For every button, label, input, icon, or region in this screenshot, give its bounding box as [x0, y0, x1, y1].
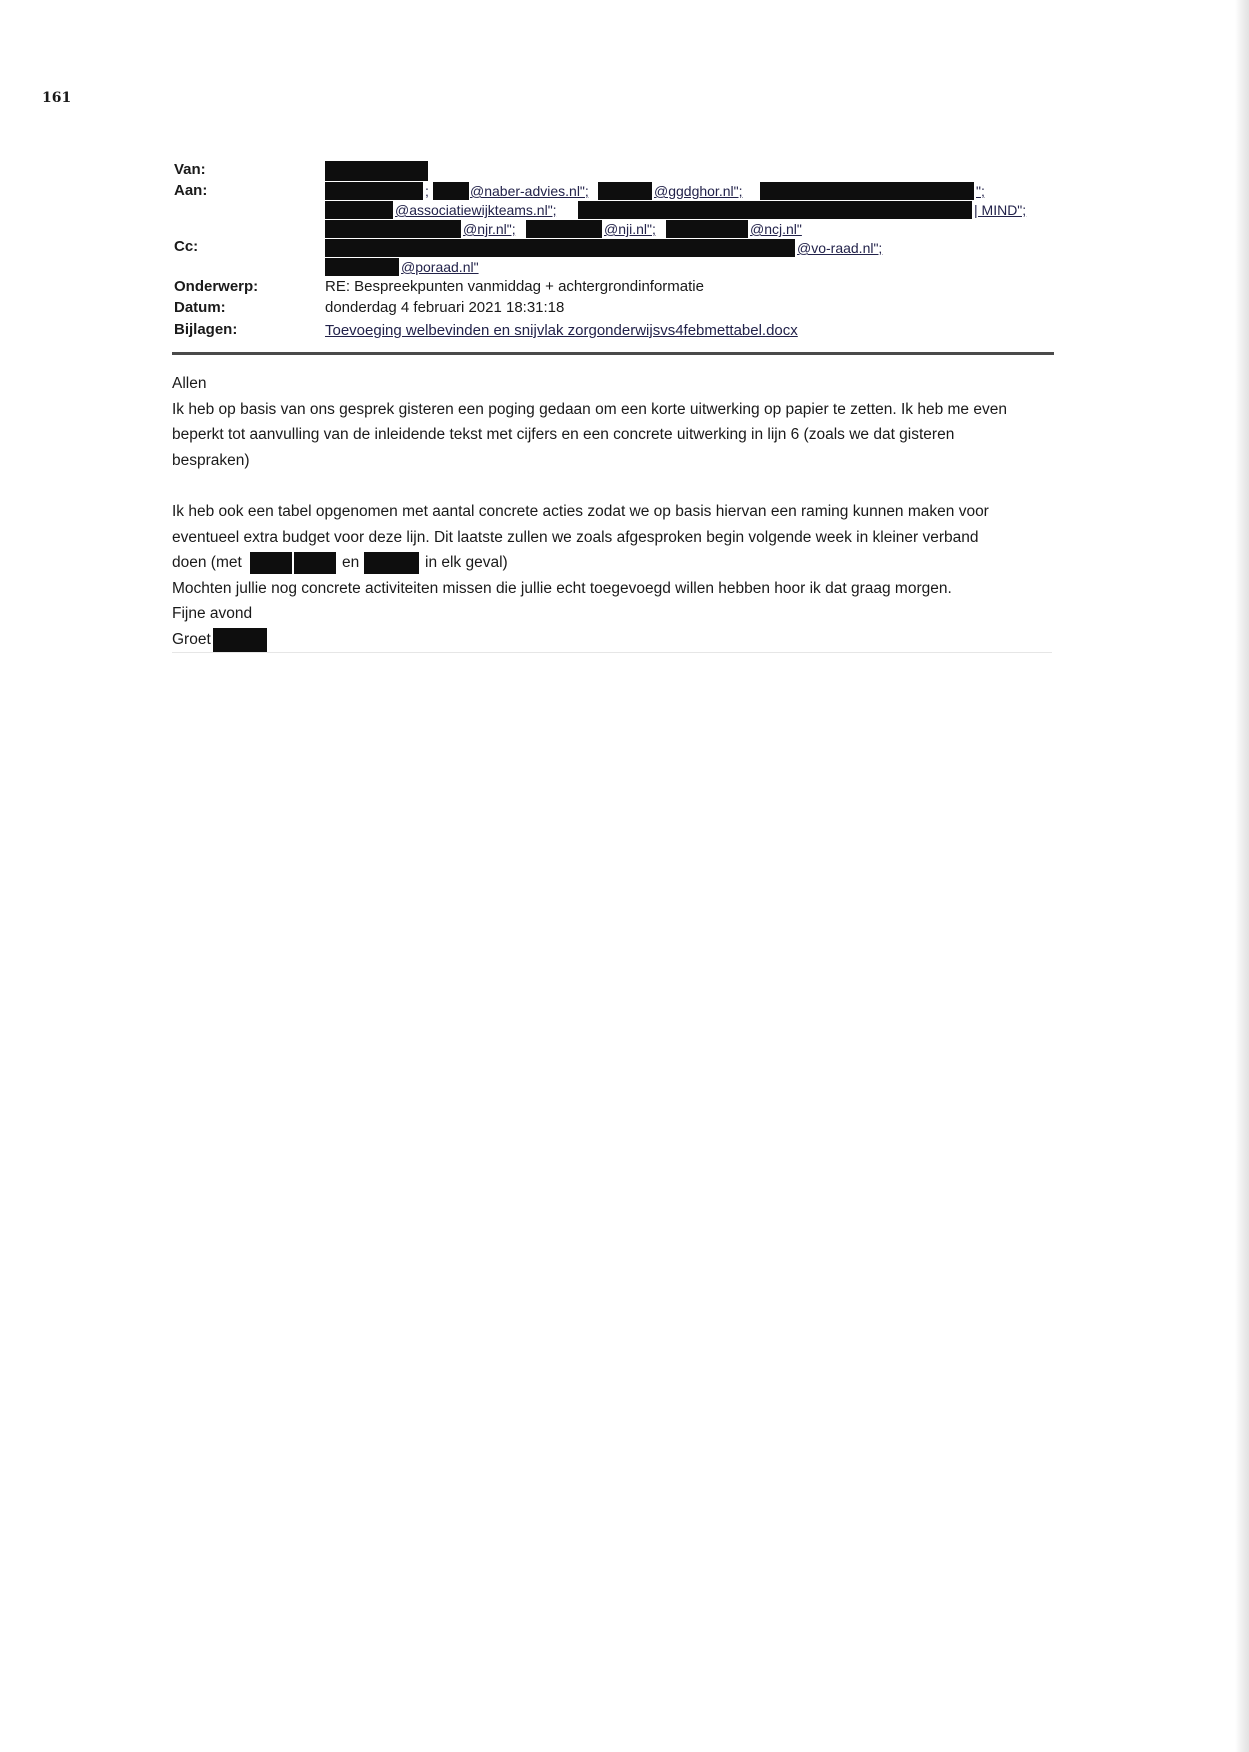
redaction-block — [325, 258, 399, 276]
recipient-email-link[interactable]: @ncj.nl" — [750, 221, 802, 237]
body-line: Allen — [172, 375, 207, 392]
redaction-block — [294, 552, 336, 574]
cc-email-link[interactable]: @poraad.nl" — [401, 259, 479, 275]
footer-rule — [172, 652, 1052, 653]
recipient-email-link[interactable]: @naber-advies.nl"; — [470, 183, 589, 199]
cc-email-link[interactable]: @vo-raad.nl"; — [797, 240, 883, 256]
redaction-block — [578, 201, 972, 219]
body-line: eventueel extra budget voor deze lijn. Dit laatste zullen we zoals afgesproken begin volgende week in kleiner verband — [172, 529, 979, 546]
body-line: doen (met — [172, 554, 242, 571]
page-edge — [1235, 0, 1249, 1752]
redaction-block — [250, 552, 292, 574]
datum-label: Datum: — [174, 299, 226, 316]
recipient-email-link[interactable]: @ggdghor.nl"; — [654, 183, 743, 199]
body-line: Mochten jullie nog concrete activiteiten missen die jullie echt toegevoegd willen hebben hoor ik dat graag morgen. — [172, 580, 952, 597]
date-text: donderdag 4 februari 2021 18:31:18 — [325, 299, 565, 316]
subject-text: RE: Bespreekpunten vanmiddag + achtergrondinformatie — [325, 278, 704, 295]
redaction-block — [433, 182, 469, 200]
redaction-block — [325, 182, 423, 200]
redaction-block — [213, 628, 267, 653]
redaction-block — [364, 552, 419, 574]
recipient-email-link[interactable]: "; — [976, 183, 985, 199]
body-line: beperkt tot aanvulling van de inleidende tekst met cijfers en een concrete uitwerking in lijn 6 (zoals we dat gisteren — [172, 426, 955, 443]
page-number: 161 — [42, 90, 72, 106]
redaction-block — [760, 182, 974, 200]
body-line: Fijne avond — [172, 605, 253, 622]
onderwerp-label: Onderwerp: — [174, 278, 259, 295]
cc-label: Cc: — [174, 238, 199, 255]
aan-label: Aan: — [174, 182, 208, 199]
body-line: Groet — [172, 631, 211, 648]
recipient-email-link[interactable]: @associatiewijkteams.nl"; — [395, 202, 557, 218]
redaction-block — [325, 201, 393, 219]
body-line: in elk geval) — [425, 554, 508, 571]
header-divider — [172, 352, 1054, 355]
redaction-block — [526, 220, 602, 238]
attachment-link[interactable]: Toevoeging welbevinden en snijvlak zorgonderwijsvs4febmettabel.docx — [325, 322, 798, 339]
body-line: Ik heb ook een tabel opgenomen met aantal concrete acties zodat we op basis hiervan een raming kunnen maken voor — [172, 503, 989, 520]
recipient-email-link[interactable]: @nji.nl"; — [604, 221, 656, 237]
recipient-email-link[interactable]: | MIND"; — [974, 202, 1027, 218]
van-label: Van: — [174, 161, 206, 178]
redaction-block — [325, 220, 461, 238]
body-line: Ik heb op basis van ons gesprek gisteren een poging gedaan om een korte uitwerking op papier te zetten. Ik heb me even — [172, 401, 1007, 418]
redaction-block — [325, 161, 428, 181]
redaction-block — [598, 182, 652, 200]
body-line: en — [342, 554, 360, 571]
bijlagen-label: Bijlagen: — [174, 321, 238, 338]
body-line: bespraken) — [172, 452, 250, 469]
redaction-block — [325, 239, 795, 257]
separator-semicolon: ; — [425, 183, 429, 199]
redaction-block — [666, 220, 748, 238]
recipient-email-link[interactable]: @njr.nl"; — [463, 221, 516, 237]
